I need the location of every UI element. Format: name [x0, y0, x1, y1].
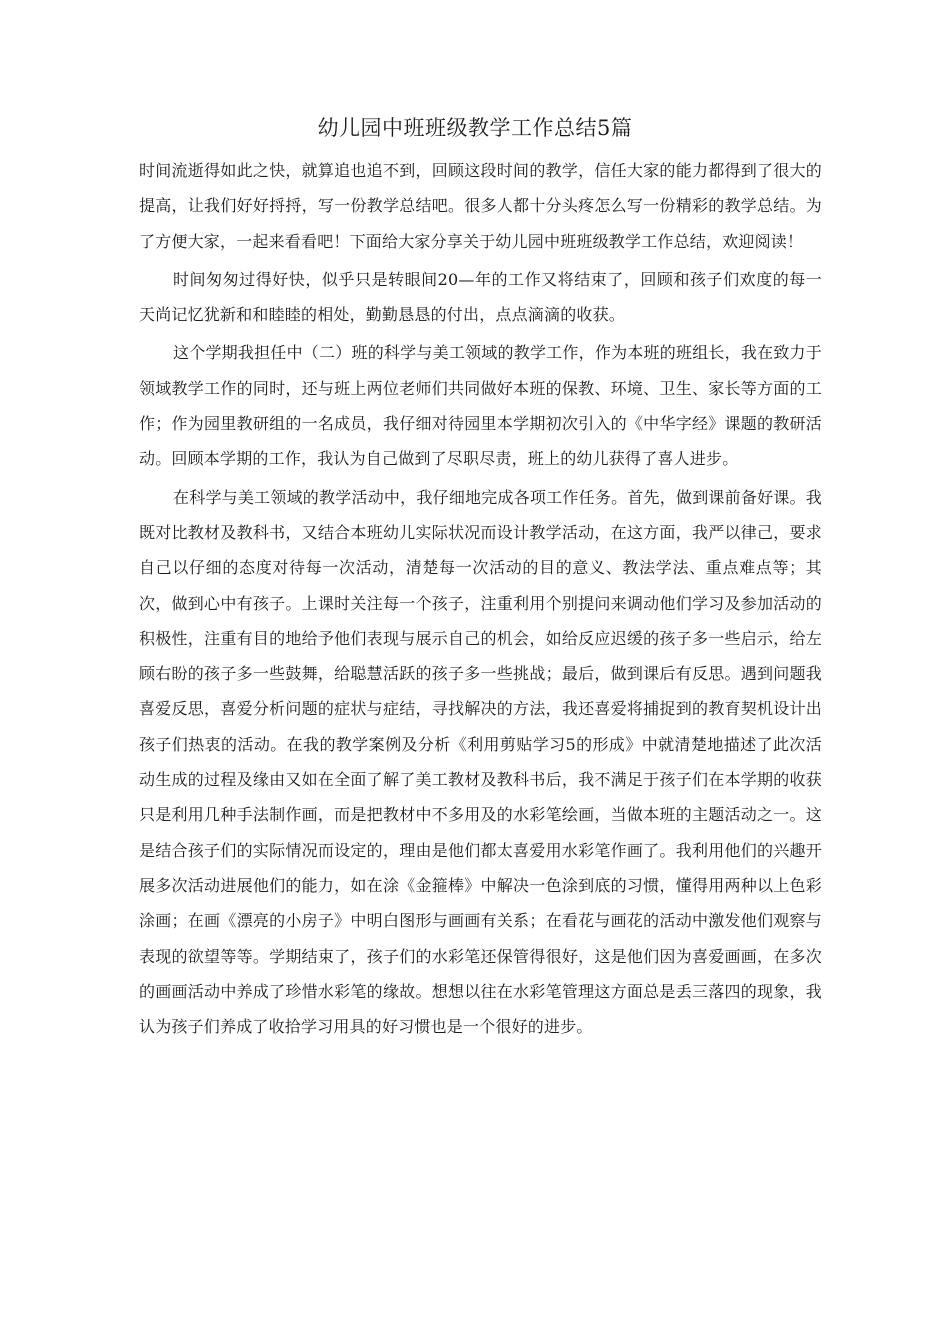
document-body [139, 153, 822, 1047]
body-paragraph-3: 在科学与美工领域的教学活动中，我仔细地完成各项工作任务。首先，做到课前备好课。我既对比教材及教科书，又结合本班幼儿实际状况而设计教学活动，在这方面，我严以律己，要求自己以仔细的态度对待每一次活动，清楚每一次活动的目的意义、教法学法、重点难点等；其次，做到心中有孩子。上课时关注每一个孩子，注重利用个别提问来调动他们学习及参加活动的积极性，注重有目的地给予他们表现与展示自己的机会，如给反应迟缓的孩子多一些启示，给左顾右盼的孩子多一些鼓舞，给聪慧活跃的孩子多一些挑战；最后，做到课后有反思。遇到问题我喜爱反思，喜爱分析问题的症状与症结，寻找解决的方法，我还喜爱将捕捉到的教育契机设计出孩子们热衷的活动。在我的教学案例及分析《利用剪贴学习5的形成》中就清楚地描述了此次活动生成的过程及缘由又如在全面了解了美工教材及教科书后，我不满足于孩子们在本学期的收获只是利用几种手法制作画，而是把教材中不多用及的水彩笔绘画，当做本班的主题活动之一。这是结合孩子们的实际情况而设定的，理由是他们都太喜爱用水彩笔作画了。我利用他们的兴趣开展多次活动进展他们的能力，如在涂《金箍棒》中解决一色涂到底的习惯，懂得用两种以上色彩涂画；在画《漂亮的小房子》中明白图形与画画有关系；在看花与画花的活动中激发他们观察与表现的欲望等等。学期结束了，孩子们的水彩笔还保管得很好，这是他们因为喜爱画画，在多次的画画活动中养成了珍惜水彩笔的缘故。想想以往在水彩笔管理这方面总是丢三落四的现象，我认为孩子们养成了收拾学习用具的好习惯也是一个很好的进步。 [139, 487, 822, 1037]
document-title: 幼儿园中班班级教学工作总结5篇 [317, 116, 633, 140]
intro-paragraph: 时间流逝得如此之快，就算追也追不到，回顾这段时间的教学，信任大家的能力都得到了很大的提高，让我们好好捋捋，写一份教学总结吧。很多人都十分头疼怎么写一份精彩的教学总结。为了方便大家，一起来看看吧！下面给大家分享关于幼儿园中班班级教学工作总结，欢迎阅读！ [139, 161, 822, 251]
body-paragraph-1: 时间匆匆过得好快，似乎只是转眼间20—年的工作又将结束了，回顾和孩子们欢度的每一天尚记忆犹新和和睦睦的相处，勤勤恳恳的付出，点点滴滴的收获。 [139, 269, 822, 325]
body-paragraph-2: 这个学期我担任中（二）班的科学与美工领域的教学工作，作为本班的班组长，我在致力于领域教学工作的同时，还与班上两位老师们共同做好本班的保教、环境、卫生、家长等方面的工作；作为园里教研组的一名成员，我仔细对待园里本学期初次引入的《中华字经》课题的教研活动。回顾本学期的工作，我认为自己做到了尽职尽责，班上的幼儿获得了喜人进步。 [139, 343, 822, 469]
